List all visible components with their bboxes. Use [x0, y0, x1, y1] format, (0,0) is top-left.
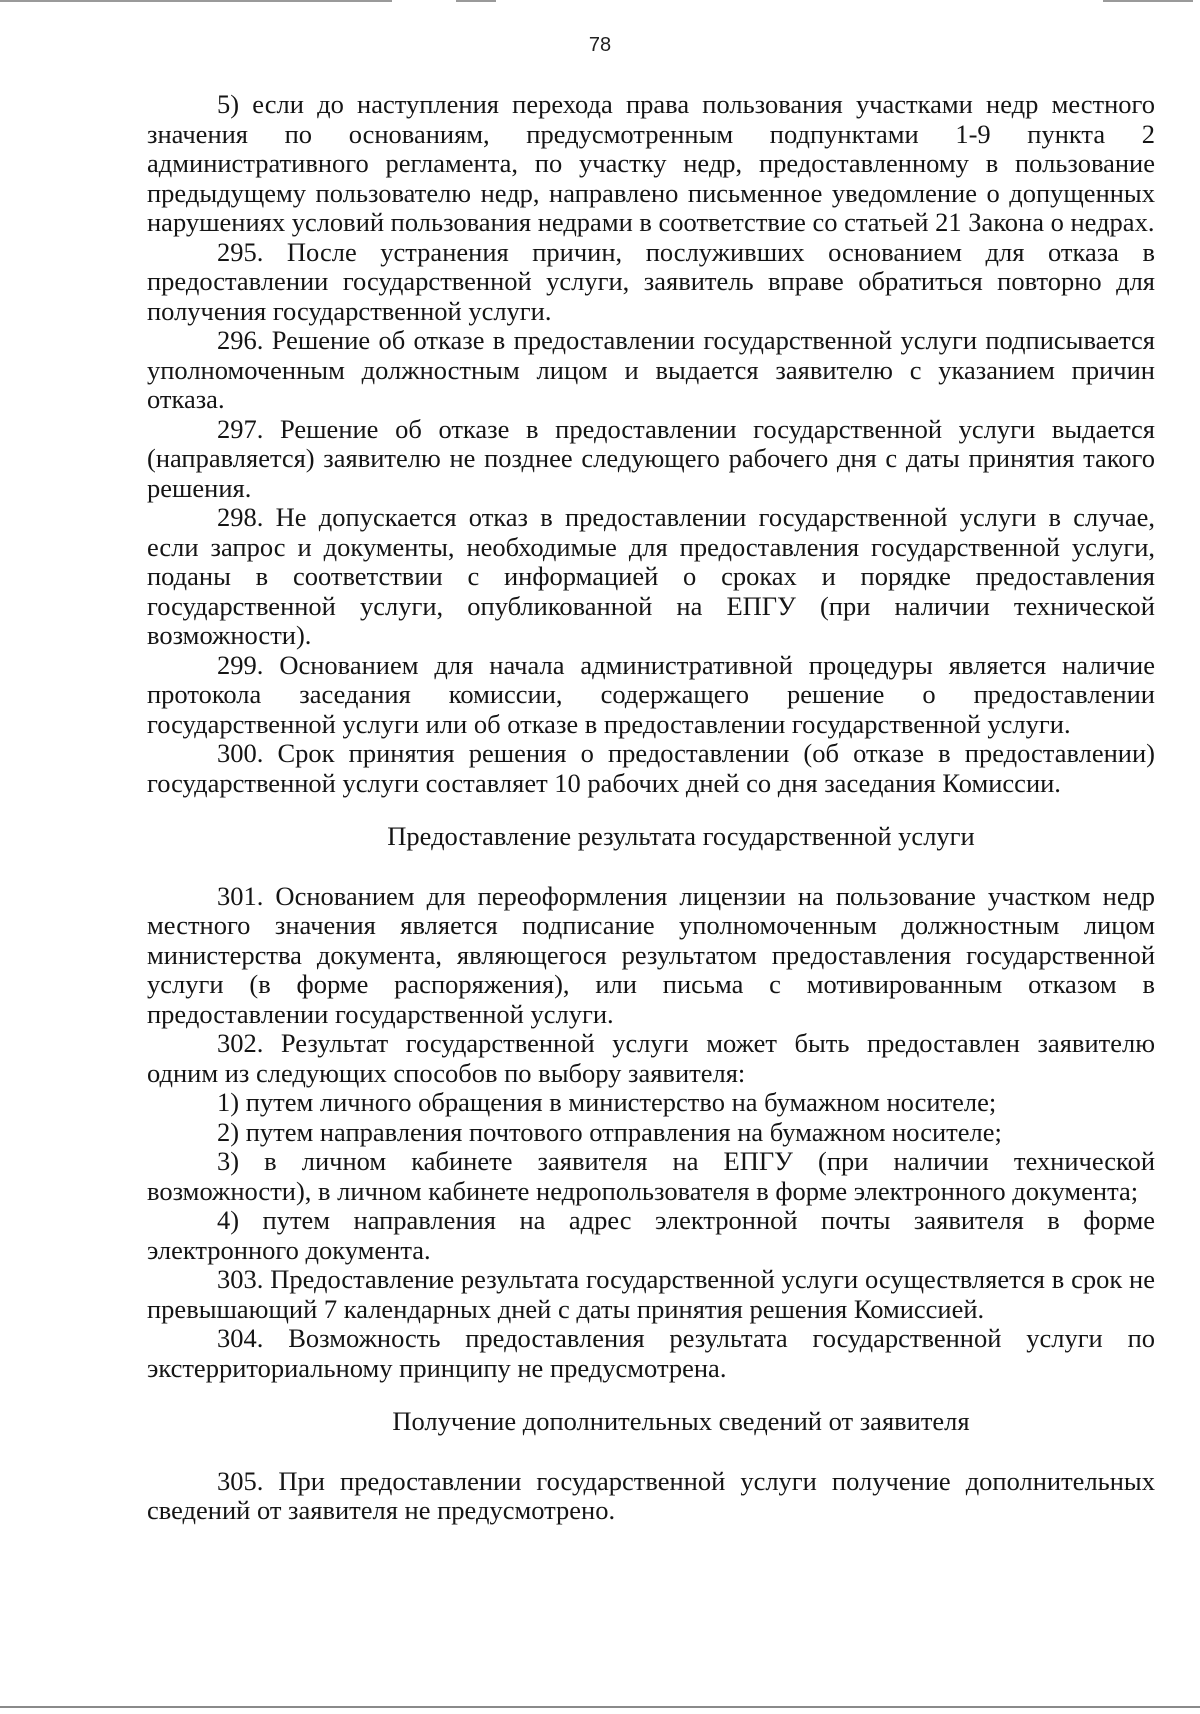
paragraph-305: 305. При предоставлении государственной услуги получение дополнительных сведений от заявителя не предусмотрено.	[147, 1465, 1155, 1525]
section-heading-additional-info: Получение дополнительных сведений от заявителя	[392, 1406, 970, 1436]
list-item-3: 3) в личном кабинете заявителя на ЕПГУ (при наличии технической возможности), в личном кабинете недропользователя в форме электронного документа;	[147, 1146, 1155, 1206]
list-item-4: 4) путем направления на адрес электронной почты заявителя в форме электронного документа.	[147, 1205, 1155, 1265]
paragraph-296: 296. Решение об отказе в предоставлении государственной услуги подписывается уполномоченным должностным лицом и выдается заявителю с указанием причин отказа.	[147, 325, 1155, 414]
paragraph-297: 297. Решение об отказе в предоставлении государственной услуги выдается (направляется) заявителю не позднее следующего рабочего дня с даты принятия такого решения.	[147, 413, 1155, 503]
paragraph-302: 302. Результат государственной услуги может быть предоставлен заявителю одним из следующих способов по выбору заявителя:	[147, 1028, 1155, 1088]
paragraph-300: 300. Срок принятия решения о предоставлении (об отказе в предоставлении) государственной услуги составляет 10 рабочих дней со дня заседания Комиссии.	[147, 738, 1155, 798]
scan-edge-top-left	[0, 0, 392, 2]
paragraph-299: 299. Основанием для начала административной процедуры является наличие протокола заседания комиссии, содержащего решение о предоставлении государственной услуги или об отказе в предоставлении государственной услуги.	[147, 649, 1155, 739]
scan-edge-top-right	[1103, 0, 1193, 2]
list-item-2: 2) путем направления почтового отправления на бумажном носителе;	[217, 1116, 1002, 1147]
paragraph-301: 301. Основанием для переоформления лицензии на пользование участком недр местного значения является подписание уполномоченным должностным лицом министерства документа, являющегося результатом предоставления государственной услуги (в форме распоряжения), или письма с мотивированным отказом в предоставлении государственной услуги.	[147, 880, 1155, 1029]
paragraph-298: 298. Не допускается отказ в предоставлении государственной услуги в случае, если запрос и документы, необходимые для предоставления государственной услуги, поданы в соответствии с информацией о сроках и порядке предоставления государственной услуги, опубликованной на ЕПГУ (при наличии технической возможности).	[147, 502, 1155, 650]
paragraph-item-5: 5) если до наступления перехода права пользования участками недр местного значения по основаниям, предусмотренным подпунктами 1-9 пункта 2 административного регламента, по участку недр, предоставленному в пользование предыдущему пользователю недр, направлено письменное уведомление о допущенных нарушениях условий пользования недрами в соответствие со статьей 21 Закона о недрах.	[147, 89, 1155, 237]
paragraph-304: 304. Возможность предоставления результата государственной услуги по экстерриториальному принципу не предусмотрена.	[147, 1323, 1155, 1383]
section-heading-result: Предоставление результата государственной услуги	[387, 821, 975, 851]
paragraph-303: 303. Предоставление результата государственной услуги осуществляется в срок не превышающий 7 календарных дней с даты принятия решения Комиссией.	[147, 1264, 1155, 1324]
scan-edge-top-mid	[456, 0, 496, 2]
document-body	[147, 90, 1155, 1526]
paragraph-295: 295. После устранения причин, послуживших основанием для отказа в предоставлении государственной услуги, заявитель вправе обратиться повторно для получения государственной услуги.	[147, 236, 1155, 326]
page-number: 78	[588, 34, 612, 56]
list-item-1: 1) путем личного обращения в министерство на бумажном носителе;	[217, 1087, 997, 1117]
scan-edge-bottom	[0, 1706, 1200, 1708]
